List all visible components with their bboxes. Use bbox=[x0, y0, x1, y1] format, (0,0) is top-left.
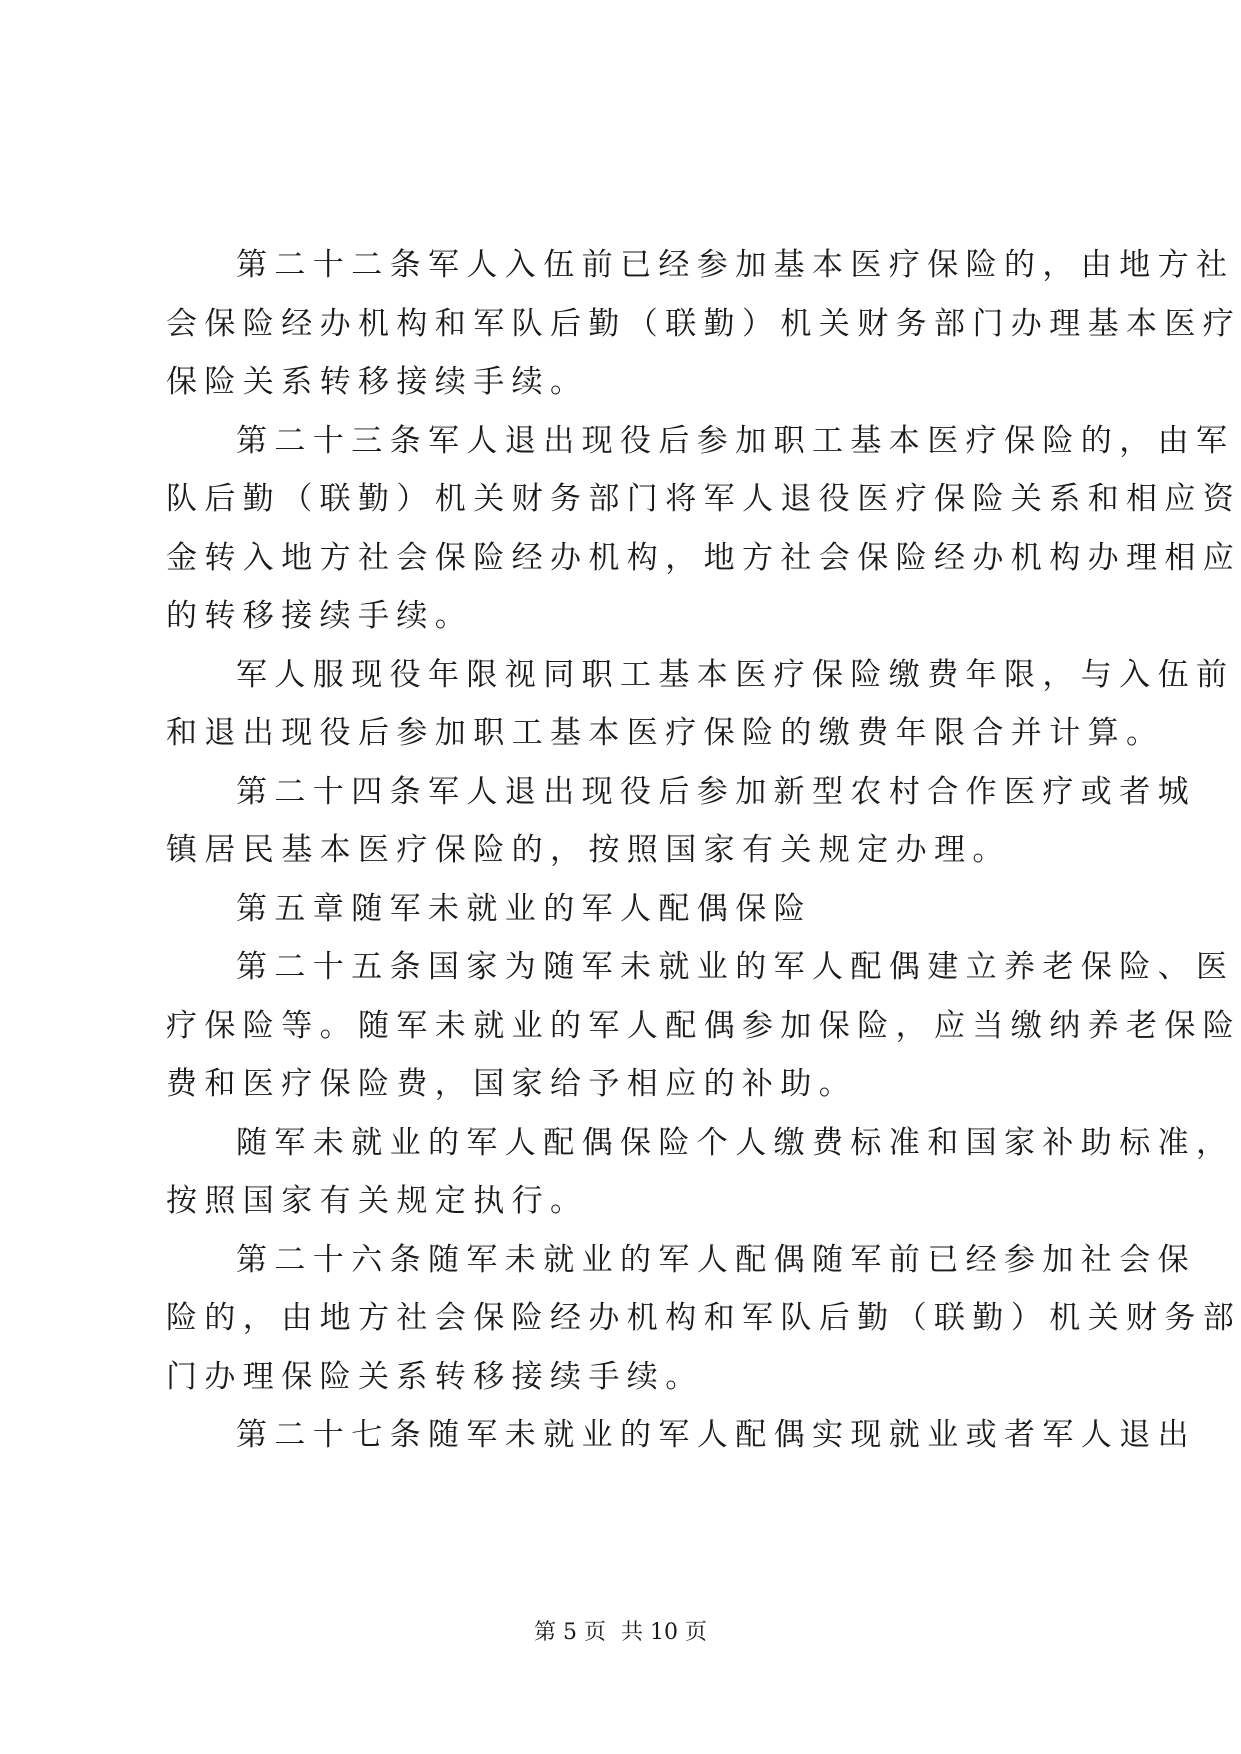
text-line: 门办理保险关系转移接续手续。 bbox=[166, 1358, 704, 1395]
text-line: 按照国家有关规定执行。 bbox=[166, 1183, 589, 1219]
text-line: 第二十五条国家为随军未就业的军人配偶建立养老保险、医 bbox=[236, 949, 1235, 985]
text-line: 费和医疗保险费，国家给予相应的补助。 bbox=[166, 1066, 858, 1102]
page-number: 第 5 页 bbox=[534, 1620, 606, 1645]
chapter-heading: 第五章随军未就业的军人配偶保险 bbox=[236, 890, 812, 927]
text-line: 第二十七条随军未就业的军人配偶实现就业或者军人退出 bbox=[236, 1417, 1196, 1453]
text-line: 保险关系转移接续手续。 bbox=[166, 364, 589, 400]
text-line: 队后勤（联勤）机关财务部门将军人退役医疗保险关系和相应资 bbox=[166, 481, 1241, 517]
page-footer bbox=[0, 1615, 1241, 1646]
text-line: 随军未就业的军人配偶保险个人缴费标准和国家补助标准， bbox=[236, 1124, 1235, 1161]
text-line: 的转移接续手续。 bbox=[166, 598, 474, 634]
document-body bbox=[166, 236, 1241, 1465]
text-line: 金转入地方社会保险经办机构，地方社会保险经办机构办理相应 bbox=[166, 539, 1241, 576]
total-pages: 共 10 页 bbox=[621, 1620, 707, 1645]
text-line: 险的，由地方社会保险经办机构和军队后勤（联勤）机关财务部 bbox=[166, 1300, 1241, 1336]
text-line: 疗保险等。随军未就业的军人配偶参加保险，应当缴纳养老保险 bbox=[166, 1007, 1241, 1044]
text-line: 第二十二条军人入伍前已经参加基本医疗保险的，由地方社 bbox=[236, 247, 1235, 283]
text-line: 第二十六条随军未就业的军人配偶随军前已经参加社会保 bbox=[236, 1241, 1196, 1278]
text-line: 镇居民基本医疗保险的，按照国家有关规定办理。 bbox=[166, 832, 1011, 868]
text-line: 第二十三条军人退出现役后参加职工基本医疗保险的，由军 bbox=[236, 422, 1235, 459]
text-line: 会保险经办机构和军队后勤（联勤）机关财务部门办理基本医疗 bbox=[166, 305, 1241, 342]
text-line: 第二十四条军人退出现役后参加新型农村合作医疗或者城 bbox=[236, 773, 1196, 810]
text-line: 军人服现役年限视同职工基本医疗保险缴费年限，与入伍前 bbox=[236, 656, 1235, 693]
text-line: 和退出现役后参加职工基本医疗保险的缴费年限合并计算。 bbox=[166, 715, 1165, 751]
